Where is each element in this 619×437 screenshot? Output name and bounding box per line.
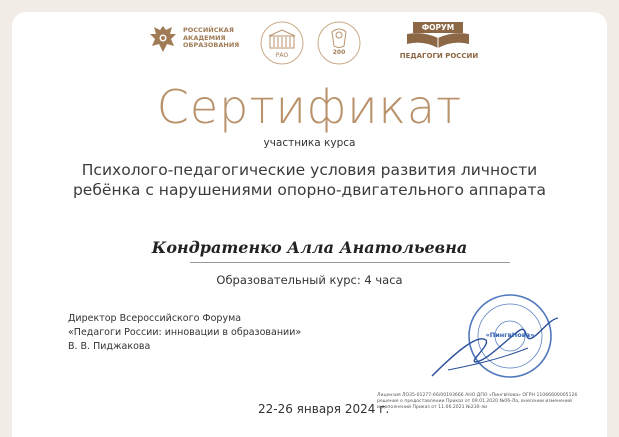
academy-line-3: ОБРАЗОВАНИЯ — [183, 41, 240, 49]
license-line-2: решение о предоставлении Приказ от 09.01.2020 №06-Ла, внесении изменений — [377, 399, 572, 404]
certificate-title: Сертификат — [156, 80, 463, 134]
director-block — [68, 312, 301, 354]
director-title: Директор Всероссийского Форума — [68, 313, 242, 324]
stamp-center-text: «ПингвНова» — [485, 331, 535, 339]
director-forum: «Педагоги России: инновации в образовании» — [68, 327, 302, 338]
open-book-icon — [403, 32, 473, 50]
name-underline — [190, 262, 510, 263]
license-line-3: и дополнений Приказ от 11.06.2021 №230-ли — [377, 405, 488, 410]
eagle-emblem-icon — [148, 22, 178, 56]
rao-building-logo-icon — [259, 20, 305, 66]
official-stamp-icon — [428, 290, 578, 390]
forum-badge: ФОРУМ — [413, 22, 463, 33]
rao-label: РАО — [275, 52, 289, 59]
anniversary-label: 200 — [332, 49, 346, 56]
course-title — [0, 160, 619, 200]
course-title-line-1: Психолого-педагогические условия развития личности — [81, 161, 538, 179]
license-info — [377, 393, 607, 411]
director-name: В. В. Пиджакова — [68, 341, 151, 352]
certificate-subtitle: участника курса — [263, 137, 356, 149]
academy-line-1: РОССИЙСКАЯ — [183, 26, 234, 34]
recipient-name: Кондратенко Алла Анатольевна — [151, 238, 468, 257]
anniversary-logo-icon — [316, 20, 362, 66]
certificate-date: 22-26 января 2024 г. — [258, 402, 390, 416]
forum-caption: ПЕДАГОГИ РОССИИ — [399, 52, 479, 60]
license-line-1: Лицензия ЛО35-01277-66/00193666 АНО ДПО «ПингвНова» ОГРН 1106660000512б — [377, 393, 578, 398]
academy-line-2: АКАДЕМИЯ — [183, 33, 226, 42]
course-title-line-2: ребёнка с нарушениями опорно-двигательного аппарата — [72, 181, 547, 199]
academy-logo-text — [183, 27, 239, 50]
course-hours: Образовательный курс: 4 часа — [216, 273, 403, 287]
